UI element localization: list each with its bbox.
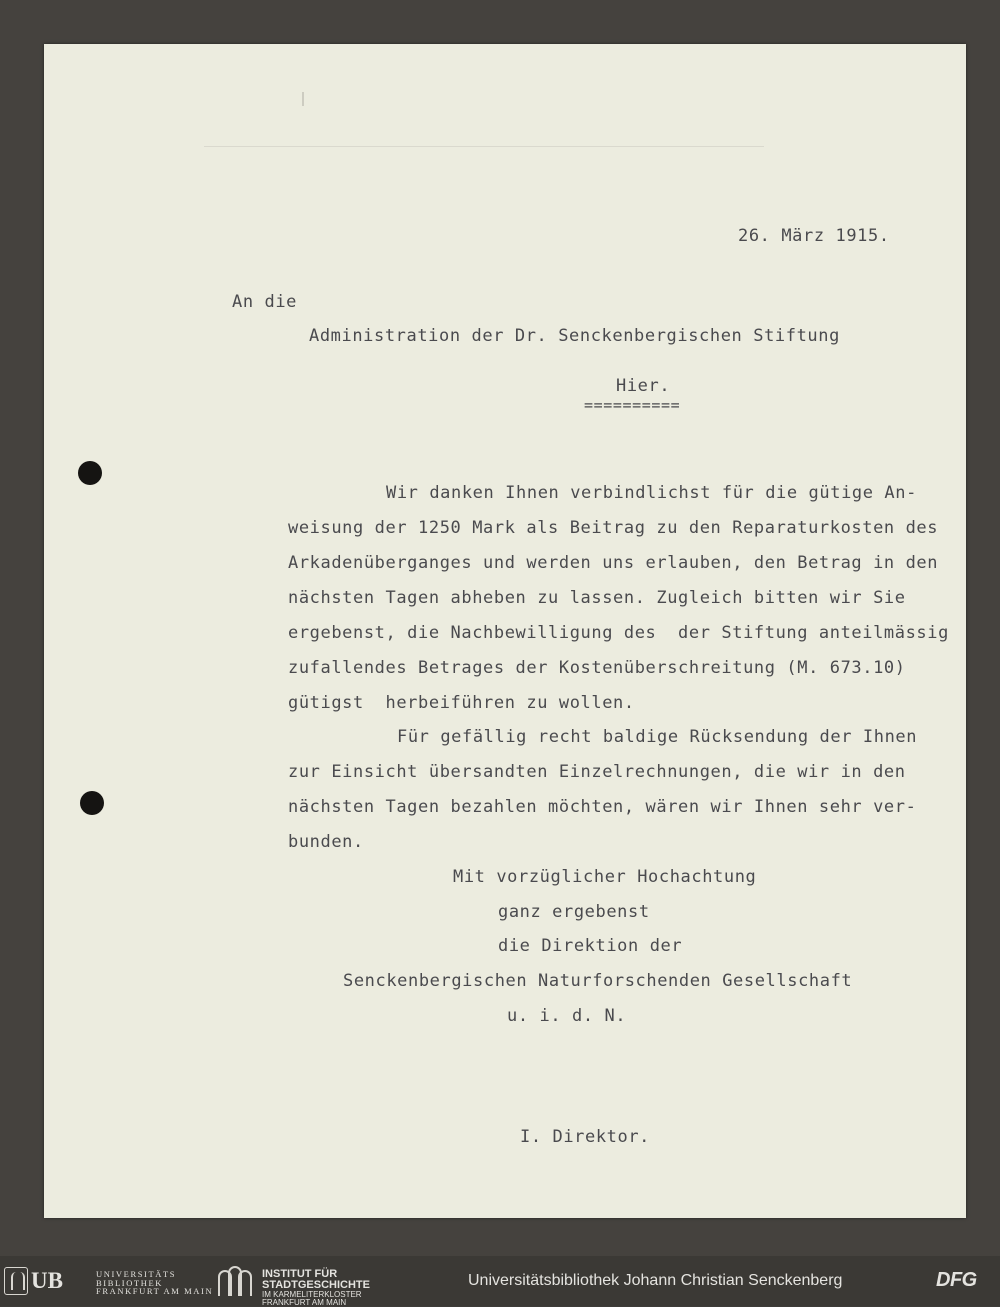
isg-logo-line: INSTITUT FÜR bbox=[262, 1268, 338, 1280]
punch-hole-bottom bbox=[80, 791, 104, 815]
paper-mark bbox=[302, 92, 304, 106]
body-line: Wir danken Ihnen verbindlichst für die gütige An- bbox=[386, 483, 917, 503]
dfg-logo: DFG bbox=[936, 1269, 977, 1291]
recipient-line-1: An die bbox=[232, 292, 298, 312]
closing-line: ganz ergebenst bbox=[498, 902, 650, 922]
footer-bar bbox=[0, 1256, 1000, 1306]
closing-line: u. i. d. N. bbox=[507, 1006, 627, 1026]
ub-logo-icon bbox=[4, 1267, 28, 1295]
body-line: zur Einsicht übersandten Einzelrechnungen, die wir in den bbox=[288, 762, 906, 782]
body-line: gütigst herbeiführen zu wollen. bbox=[288, 693, 635, 713]
body-line: bunden. bbox=[288, 832, 364, 852]
closing-line: Senckenbergischen Naturforschenden Gesellschaft bbox=[343, 971, 853, 991]
isg-logo-line: STADTGESCHICHTE bbox=[262, 1279, 370, 1291]
body-line: ergebenst, die Nachbewilligung des der Stiftung anteilmässig bbox=[288, 623, 949, 643]
isg-logo-line: FRANKFURT AM MAIN bbox=[262, 1298, 347, 1307]
body-line: weisung der 1250 Mark als Beitrag zu den Reparaturkosten des bbox=[288, 518, 939, 538]
paper-crease bbox=[204, 146, 764, 147]
recipient-line-2: Administration der Dr. Senckenbergischen Stiftung bbox=[309, 326, 840, 346]
ub-logo-abbr: UB bbox=[31, 1268, 63, 1293]
isg-logo-line: IM KARMELITERKLOSTER bbox=[262, 1290, 362, 1299]
isg-logo-text bbox=[262, 1269, 370, 1307]
closing-line: Mit vorzüglicher Hochachtung bbox=[453, 867, 757, 887]
body-line: Für gefällig recht baldige Rücksendung der Ihnen bbox=[397, 727, 918, 747]
isg-logo-icon bbox=[215, 1265, 255, 1297]
body-line: Arkadenüberganges und werden uns erlauben, den Betrag in den bbox=[288, 553, 939, 573]
ub-logo-line: BIBLIOTHEK bbox=[96, 1277, 163, 1288]
recipient-underline: ========== bbox=[584, 396, 681, 414]
letter-date: 26. März 1915. bbox=[738, 226, 890, 246]
ub-logo-line: FRANKFURT AM MAIN bbox=[96, 1286, 214, 1296]
body-line: nächsten Tagen abheben zu lassen. Zugleich bitten wir Sie bbox=[288, 588, 906, 608]
closing-line: die Direktion der bbox=[498, 936, 683, 956]
ub-logo-text bbox=[96, 1270, 213, 1296]
signature-title: I. Direktor. bbox=[520, 1127, 651, 1147]
body-line: zufallendes Betrages der Kostenüberschreitung (M. 673.10) bbox=[288, 658, 906, 678]
body-line: nächsten Tagen bezahlen möchten, wären wir Ihnen sehr ver- bbox=[288, 797, 917, 817]
ub-logo-line: UNIVERSITÄTS bbox=[96, 1269, 177, 1279]
footer-library-name: Universitätsbibliothek Johann Christian Senckenberg bbox=[468, 1272, 843, 1289]
recipient-line-3: Hier. bbox=[616, 376, 671, 396]
punch-hole-top bbox=[78, 461, 102, 485]
